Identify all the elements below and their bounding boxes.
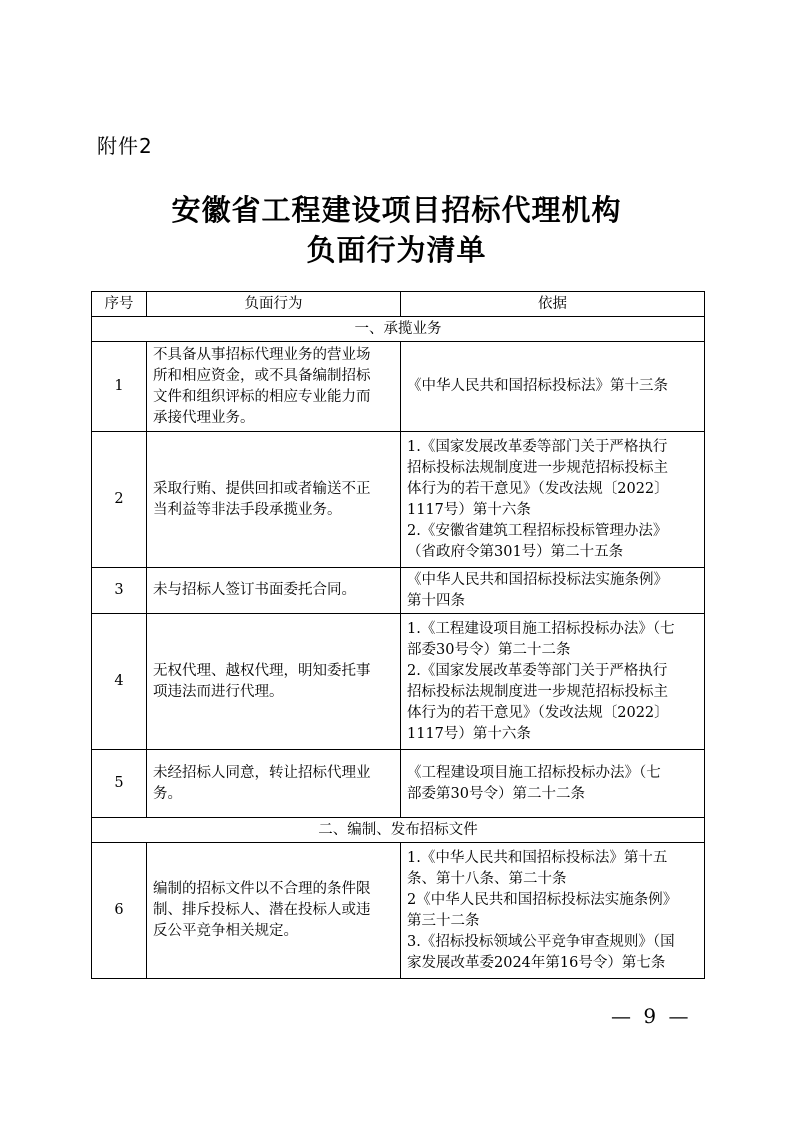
basis-line: 2.《国家发展改革委等部门关于严格执行 xyxy=(407,662,668,679)
basis-line: 家发展改革委2024年第16号令）第七条 xyxy=(407,954,666,971)
basis-cell xyxy=(401,843,705,979)
header-behavior: 负面行为 xyxy=(147,292,401,317)
section-title: 二、编制、发布招标文件 xyxy=(92,818,705,843)
basis-line: 1.《工程建设项目施工招标投标办法》（七 xyxy=(407,620,675,637)
behavior-line: 务。 xyxy=(153,785,182,802)
basis-line: 1117号）第十六条 xyxy=(407,725,531,742)
basis-cell xyxy=(401,750,705,818)
basis-cell xyxy=(401,342,705,432)
basis-line: 第十四条 xyxy=(407,592,465,609)
behavior-line: 承接代理业务。 xyxy=(153,409,255,426)
basis-line: 《工程建设项目施工招标投标办法》（七 xyxy=(407,764,661,781)
behavior-cell xyxy=(147,614,401,750)
basis-line: 2《中华人民共和国招标投标法实施条例》 xyxy=(407,891,678,908)
basis-cell xyxy=(401,432,705,568)
attachment-label: 附件2 xyxy=(97,134,153,158)
row-number: 2 xyxy=(92,432,147,568)
header-basis: 依据 xyxy=(401,292,705,317)
behavior-line: 当利益等非法手段承揽业务。 xyxy=(153,501,342,518)
basis-line: 体行为的若干意见》（发改法规〔2022〕 xyxy=(407,480,669,497)
document-title: 安徽省工程建设项目招标代理机构 xyxy=(171,193,622,227)
basis-cell xyxy=(401,568,705,614)
table-row xyxy=(92,843,705,979)
basis-line: 1.《中华人民共和国招标投标法》第十五 xyxy=(407,849,668,866)
behavior-line: 反公平竞争相关规定。 xyxy=(153,923,298,939)
basis-line: 体行为的若干意见》（发改法规〔2022〕 xyxy=(407,704,669,721)
basis-line: 招标投标法规制度进一步规范招标投标主 xyxy=(407,683,668,700)
basis-line: 3.《招标投标领域公平竞争审查规则》（国 xyxy=(407,933,675,950)
behavior-cell xyxy=(147,843,401,979)
behavior-line: 项违法而进行代理。 xyxy=(153,683,284,700)
table-row xyxy=(92,432,705,568)
table-row xyxy=(92,750,705,818)
row-number: 6 xyxy=(92,843,147,979)
behavior-line: 无权代理、越权代理，明知委托事 xyxy=(153,662,371,679)
table-header-row xyxy=(92,292,705,317)
behavior-cell xyxy=(147,750,401,818)
behavior-line: 采取行贿、提供回扣或者输送不正 xyxy=(153,480,371,497)
behavior-line: 未经招标人同意，转让招标代理业 xyxy=(153,764,371,781)
basis-line: 《中华人民共和国招标投标法》第十三条 xyxy=(407,378,668,394)
basis-cell xyxy=(401,614,705,750)
behavior-line: 未与招标人签订书面委托合同。 xyxy=(153,582,356,598)
negative-behavior-table xyxy=(91,291,705,979)
basis-line: 条、第十八条、第二十条 xyxy=(407,870,567,887)
basis-line: 1.《国家发展改革委等部门关于严格执行 xyxy=(407,438,668,455)
behavior-line: 文件和组织评标的相应专业能力而 xyxy=(153,388,371,405)
basis-line: 2.《安徽省建筑工程招标投标管理办法》 xyxy=(407,522,668,539)
behavior-line: 制、排斥投标人、潜在投标人或违 xyxy=(153,902,371,918)
header-no: 序号 xyxy=(92,292,147,317)
basis-line: （省政府令第301号）第二十五条 xyxy=(407,543,624,560)
basis-line: 1117号）第十六条 xyxy=(407,501,531,518)
table-row xyxy=(92,614,705,750)
basis-line: 招标投标法规制度进一步规范招标投标主 xyxy=(407,459,668,476)
section-row xyxy=(92,818,705,843)
row-number: 3 xyxy=(92,568,147,614)
table-row xyxy=(92,342,705,432)
basis-line: 第三十二条 xyxy=(407,912,480,929)
basis-line: 《中华人民共和国招标投标法实施条例》 xyxy=(407,571,668,588)
section-title: 一、承揽业务 xyxy=(92,317,705,342)
basis-line: 部委30号令）第二十二条 xyxy=(407,641,571,658)
behavior-cell xyxy=(147,342,401,432)
section-row xyxy=(92,317,705,342)
table-row xyxy=(92,568,705,614)
behavior-line: 编制的招标文件以不合理的条件限 xyxy=(153,881,371,897)
basis-line: 部委第30号令）第二十二条 xyxy=(407,785,585,802)
behavior-cell xyxy=(147,432,401,568)
behavior-cell xyxy=(147,568,401,614)
behavior-line: 不具备从事招标代理业务的营业场 xyxy=(153,346,371,363)
behavior-line: 所和相应资金，或不具备编制招标 xyxy=(153,367,371,384)
page-number: — 9 — xyxy=(611,1004,692,1028)
row-number: 1 xyxy=(92,342,147,432)
row-number: 5 xyxy=(92,750,147,818)
row-number: 4 xyxy=(92,614,147,750)
document-subtitle: 负面行为清单 xyxy=(306,233,487,267)
